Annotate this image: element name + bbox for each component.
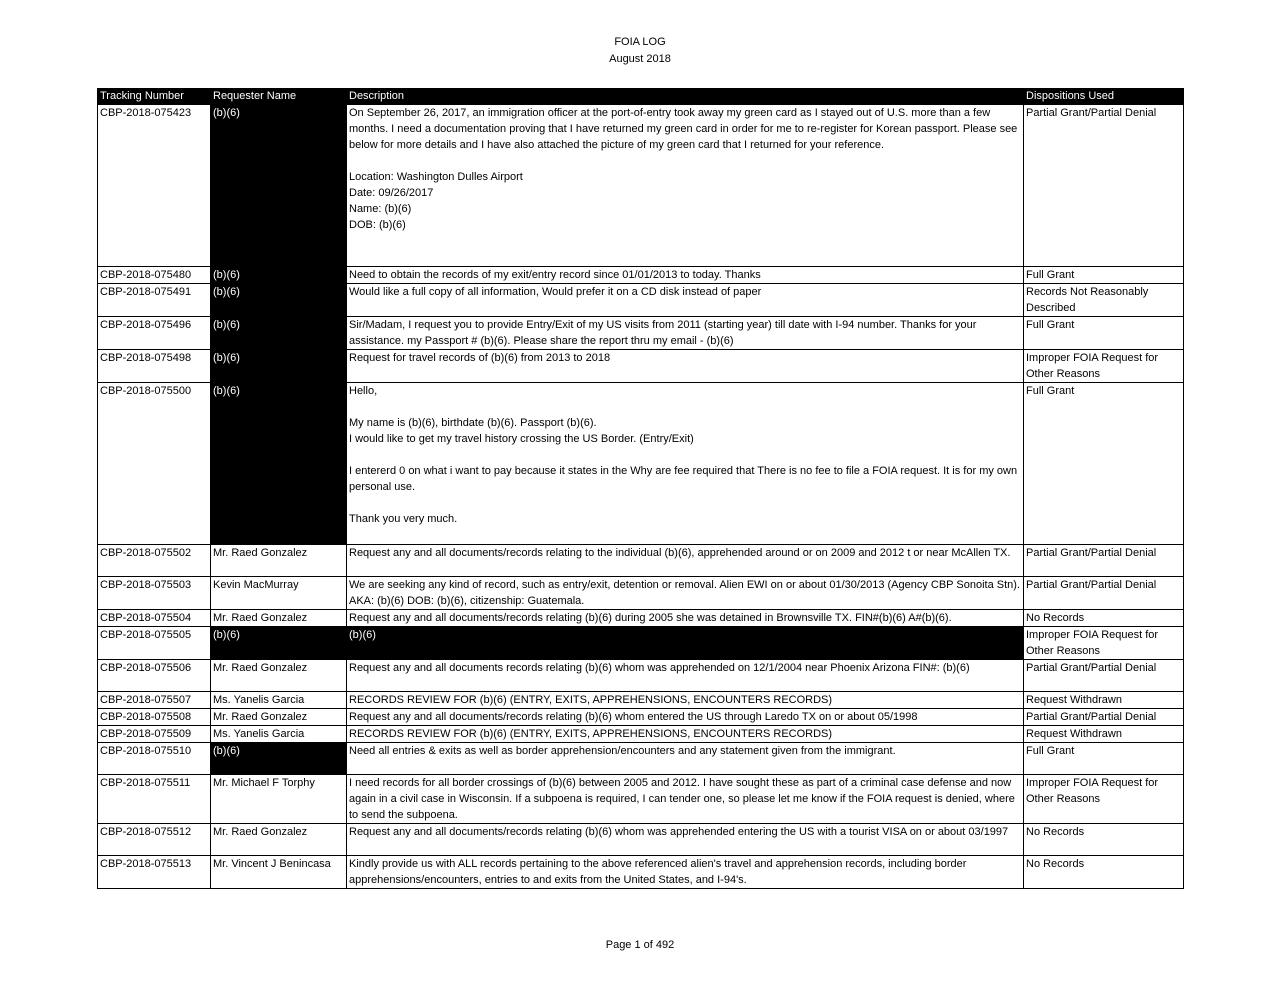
tracking-number-cell: CBP-2018-075510: [98, 743, 211, 775]
tracking-number-cell: CBP-2018-075496: [98, 317, 211, 350]
tracking-number-cell: CBP-2018-075508: [98, 709, 211, 726]
requester-name-cell: (b)(6): [211, 743, 347, 775]
disposition-cell: Records Not Reasonably Described: [1024, 284, 1184, 317]
disposition-cell: Partial Grant/Partial Denial: [1024, 545, 1184, 577]
description-cell: On September 26, 2017, an immigration officer at the port-of-entry took away my green card as I stayed out of U.S. more than a few months. I need a documentation proving that I have returned my green card in order for me to re-register for Korean passport. Please see below for more details and I have also attached the picture of my green card that I returned for your reference. Location: Washington Dulles Airport Date: 09/26/2017 Name: (b)(6) DOB: (b)(6): [347, 105, 1024, 267]
requester-name-cell: (b)(6): [211, 627, 347, 660]
table-row: [98, 545, 1184, 577]
tracking-number-cell: CBP-2018-075423: [98, 105, 211, 267]
table-row: [98, 383, 1184, 545]
description-cell: Request any and all documents records relating (b)(6) whom was apprehended on 12/1/2004 near Phoenix Arizona FIN#: (b)(6): [347, 660, 1024, 692]
tracking-number-cell: CBP-2018-075513: [98, 856, 211, 889]
disposition-cell: No Records: [1024, 856, 1184, 889]
requester-name-cell: Mr. Raed Gonzalez: [211, 824, 347, 856]
requester-name-cell: Mr. Raed Gonzalez: [211, 610, 347, 627]
requester-name-cell: (b)(6): [211, 267, 347, 284]
requester-name-cell: Mr. Michael F Torphy: [211, 775, 347, 824]
disposition-cell: Request Withdrawn: [1024, 692, 1184, 709]
disposition-cell: Full Grant: [1024, 743, 1184, 775]
table-row: [98, 775, 1184, 824]
tracking-number-cell: CBP-2018-075512: [98, 824, 211, 856]
tracking-number-cell: CBP-2018-075491: [98, 284, 211, 317]
column-header-tracking-number: Tracking Number: [98, 89, 211, 105]
description-cell: Sir/Madam, I request you to provide Entry/Exit of my US visits from 2011 (starting year) till date with I-94 number. Thanks for your assistance. my Passport # (b)(6). Please share the report thru my email - (b)(6): [347, 317, 1024, 350]
disposition-cell: Partial Grant/Partial Denial: [1024, 709, 1184, 726]
description-cell: I need records for all border crossings of (b)(6) between 2005 and 2012. I have sought these as part of a criminal case defense and now again in a civil case in Wisconsin. If a subpoena is required, I can tender one, so please let me know if the FOIA request is denied, where to send the subpoena.: [347, 775, 1024, 824]
tracking-number-cell: CBP-2018-075504: [98, 610, 211, 627]
disposition-cell: No Records: [1024, 824, 1184, 856]
tracking-number-cell: CBP-2018-075507: [98, 692, 211, 709]
tracking-number-cell: CBP-2018-075505: [98, 627, 211, 660]
description-cell: (b)(6): [347, 627, 1024, 660]
requester-name-cell: Mr. Raed Gonzalez: [211, 709, 347, 726]
tracking-number-cell: CBP-2018-075506: [98, 660, 211, 692]
column-header-requester-name: Requester Name: [211, 89, 347, 105]
requester-name-cell: Kevin MacMurray: [211, 577, 347, 610]
description-cell: Request any and all documents/records relating (b)(6) whom entered the US through Laredo TX on or about 05/1998: [347, 709, 1024, 726]
table-row: [98, 856, 1184, 889]
table-row: [98, 105, 1184, 267]
disposition-cell: Improper FOIA Request for Other Reasons: [1024, 350, 1184, 383]
disposition-cell: Partial Grant/Partial Denial: [1024, 577, 1184, 610]
requester-name-cell: Ms. Yanelis Garcia: [211, 726, 347, 743]
page-title: FOIA LOG: [614, 36, 666, 48]
description-cell: Request any and all documents/records relating (b)(6) during 2005 she was detained in Brownsville TX. FIN#(b)(6) A#(b)(6).: [347, 610, 1024, 627]
tracking-number-cell: CBP-2018-075480: [98, 267, 211, 284]
disposition-cell: Partial Grant/Partial Denial: [1024, 105, 1184, 267]
table-row: [98, 284, 1184, 317]
requester-name-cell: Ms. Yanelis Garcia: [211, 692, 347, 709]
description-cell: Request any and all documents/records relating (b)(6) whom was apprehended entering the US with a tourist VISA on or about 03/1997: [347, 824, 1024, 856]
tracking-number-cell: CBP-2018-075502: [98, 545, 211, 577]
description-cell: Request any and all documents/records relating to the individual (b)(6), apprehended around or on 2009 and 2012 t or near McAllen TX.: [347, 545, 1024, 577]
table-row: [98, 726, 1184, 743]
disposition-cell: No Records: [1024, 610, 1184, 627]
disposition-cell: Improper FOIA Request for Other Reasons: [1024, 627, 1184, 660]
table-row: [98, 350, 1184, 383]
table-row: [98, 692, 1184, 709]
disposition-cell: Full Grant: [1024, 383, 1184, 545]
description-cell: Kindly provide us with ALL records pertaining to the above referenced alien's travel and apprehension records, including border apprehensions/encounters, entries to and exits from the United States, and I-94's.: [347, 856, 1024, 889]
disposition-cell: Improper FOIA Request for Other Reasons: [1024, 775, 1184, 824]
disposition-cell: Request Withdrawn: [1024, 726, 1184, 743]
description-cell: Need all entries & exits as well as border apprehension/encounters and any statement given from the immigrant.: [347, 743, 1024, 775]
page-subtitle: August 2018: [609, 53, 671, 65]
description-cell: RECORDS REVIEW FOR (b)(6) (ENTRY, EXITS, APPREHENSIONS, ENCOUNTERS RECORDS): [347, 692, 1024, 709]
table-row: [98, 709, 1184, 726]
description-cell: We are seeking any kind of record, such as entry/exit, detention or removal. Alien EWI on or about 01/30/2013 (Agency CBP Sonoita Stn). AKA: (b)(6) DOB: (b)(6), citizenship: Guatemala.: [347, 577, 1024, 610]
description-cell: Need to obtain the records of my exit/entry record since 01/01/2013 to today. Thanks: [347, 267, 1024, 284]
tracking-number-cell: CBP-2018-075509: [98, 726, 211, 743]
table-row: [98, 577, 1184, 610]
column-header-description: Description: [347, 89, 1024, 105]
tracking-number-cell: CBP-2018-075500: [98, 383, 211, 545]
requester-name-cell: (b)(6): [211, 350, 347, 383]
requester-name-cell: (b)(6): [211, 284, 347, 317]
requester-name-cell: Mr. Vincent J Benincasa: [211, 856, 347, 889]
table-row: [98, 627, 1184, 660]
tracking-number-cell: CBP-2018-075511: [98, 775, 211, 824]
table-row: [98, 610, 1184, 627]
table-row: [98, 660, 1184, 692]
description-cell: Request for travel records of (b)(6) from 2013 to 2018: [347, 350, 1024, 383]
requester-name-cell: Mr. Raed Gonzalez: [211, 660, 347, 692]
disposition-cell: Full Grant: [1024, 267, 1184, 284]
column-header-dispositions-used: Dispositions Used: [1024, 89, 1184, 105]
tracking-number-cell: CBP-2018-075498: [98, 350, 211, 383]
page-number: Page 1 of 492: [605, 939, 675, 951]
disposition-cell: Full Grant: [1024, 317, 1184, 350]
table-row: [98, 743, 1184, 775]
description-cell: Hello, My name is (b)(6), birthdate (b)(6). Passport (b)(6). I would like to get my travel history crossing the US Border. (Entry/Exit) I entererd 0 on what i want to pay because it states in the Why are fee required that There is no fee to file a FOIA request. It is for my own personal use. Thank you very much.: [347, 383, 1024, 545]
table-row: [98, 317, 1184, 350]
table-header-row: [98, 89, 1184, 105]
foia-log-table: [97, 88, 1184, 889]
disposition-cell: Partial Grant/Partial Denial: [1024, 660, 1184, 692]
requester-name-cell: (b)(6): [211, 383, 347, 545]
description-cell: Would like a full copy of all information, Would prefer it on a CD disk instead of paper: [347, 284, 1024, 317]
requester-name-cell: (b)(6): [211, 105, 347, 267]
table-row: [98, 824, 1184, 856]
description-cell: RECORDS REVIEW FOR (b)(6) (ENTRY, EXITS, APPREHENSIONS, ENCOUNTERS RECORDS): [347, 726, 1024, 743]
requester-name-cell: Mr. Raed Gonzalez: [211, 545, 347, 577]
requester-name-cell: (b)(6): [211, 317, 347, 350]
table-row: [98, 267, 1184, 284]
tracking-number-cell: CBP-2018-075503: [98, 577, 211, 610]
